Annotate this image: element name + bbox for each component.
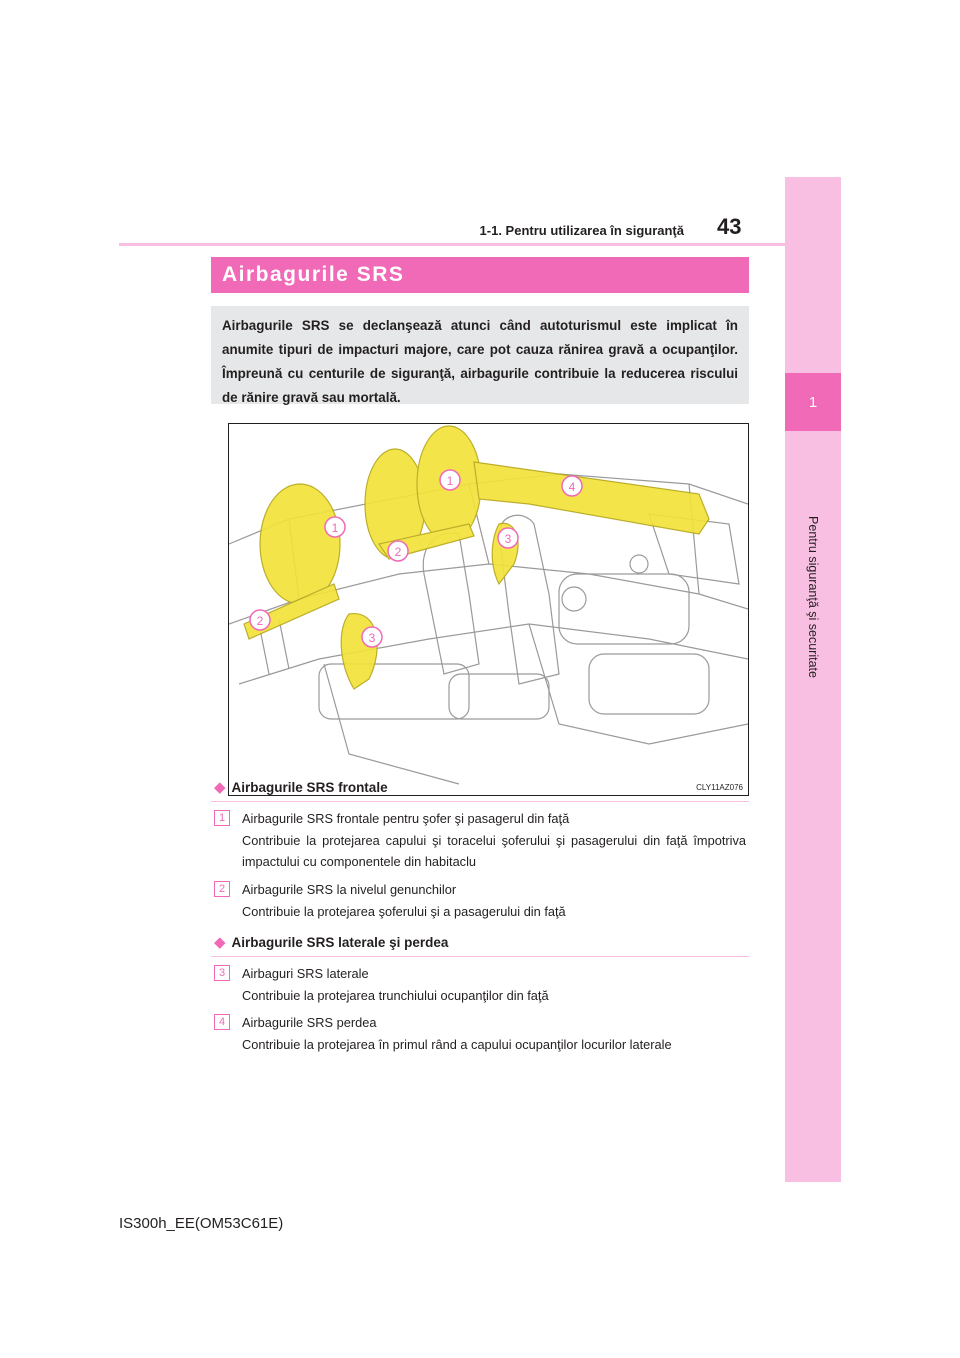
callout-2: 2 [394, 545, 402, 559]
driver-front-airbag-shape [260, 484, 340, 604]
section-rule [211, 956, 749, 957]
header-section-title: 1-1. Pentru utilizarea în siguranţă [479, 223, 684, 238]
list-item [214, 963, 746, 1006]
item-title: Airbagurile SRS frontale pentru şofer şi pasagerul din faţă [242, 811, 570, 826]
section-heading-side-curtain: ◆ Airbagurile SRS laterale şi perdea [214, 934, 449, 951]
intro-text: Airbagurile SRS se declanşează atunci când autoturismul este implicat în anumite tipuri de impacturi majore, care pot cauza rănirea gravă a ocupanţilor. Împreună cu centurile de siguranţă, airbagurile contribuie la reducerea riscului de rănire gravă sau mortală. [211, 306, 749, 404]
item-title: Airbaguri SRS laterale [242, 966, 369, 981]
chapter-number-tab[interactable] [785, 373, 841, 431]
item-title: Airbagurile SRS perdea [242, 1015, 377, 1030]
car-interior-drawing [229, 424, 748, 795]
item-description: Contribuie la protejarea în primul rând a capului ocupanţilor locurilor laterale [242, 1036, 672, 1052]
callout-3: 3 [368, 631, 376, 645]
number-badge: 2 [214, 881, 230, 897]
callout-1: 1 [331, 521, 339, 535]
chapter-label: Pentru siguranţă şi securitate [806, 516, 820, 678]
number-badge: 1 [214, 810, 230, 826]
page-title: Airbagurile SRS [211, 257, 749, 293]
number-badge: 4 [214, 1014, 230, 1030]
item-description: Contribuie la protejarea şoferului şi a pasagerului din faţă [242, 903, 566, 919]
callout-3: 3 [504, 532, 512, 546]
item-description: Contribuie la protejarea capului şi toracelui şoferului şi pasagerului din faţă împotriva impactului cu componentele din habitaclu [242, 832, 746, 869]
chapter-side-tab [785, 177, 841, 1182]
callout-4: 4 [568, 480, 576, 494]
diamond-icon: ◆ [214, 934, 226, 951]
airbag-illustration [228, 423, 749, 796]
list-item [214, 1012, 746, 1055]
item-title: Airbagurile SRS la nivelul genunchilor [242, 882, 457, 897]
list-item [214, 879, 746, 922]
diamond-icon: ◆ [214, 779, 226, 796]
section-heading-frontal: ◆ Airbagurile SRS frontale [214, 779, 388, 796]
figure-code: CLY11AZ076 [696, 783, 743, 792]
page-number: 43 [717, 214, 742, 239]
number-badge: 3 [214, 965, 230, 981]
footer-doc-code: IS300h_EE(OM53C61E) [119, 1215, 284, 1232]
callout-1: 1 [446, 474, 454, 488]
chapter-number: 1 [808, 393, 818, 411]
item-description: Contribuie la protejarea trunchiului ocupanţilor din faţă [242, 987, 549, 1003]
header-rule [119, 243, 785, 246]
section-rule [211, 801, 749, 802]
callout-2: 2 [256, 614, 264, 628]
list-item [214, 808, 746, 873]
